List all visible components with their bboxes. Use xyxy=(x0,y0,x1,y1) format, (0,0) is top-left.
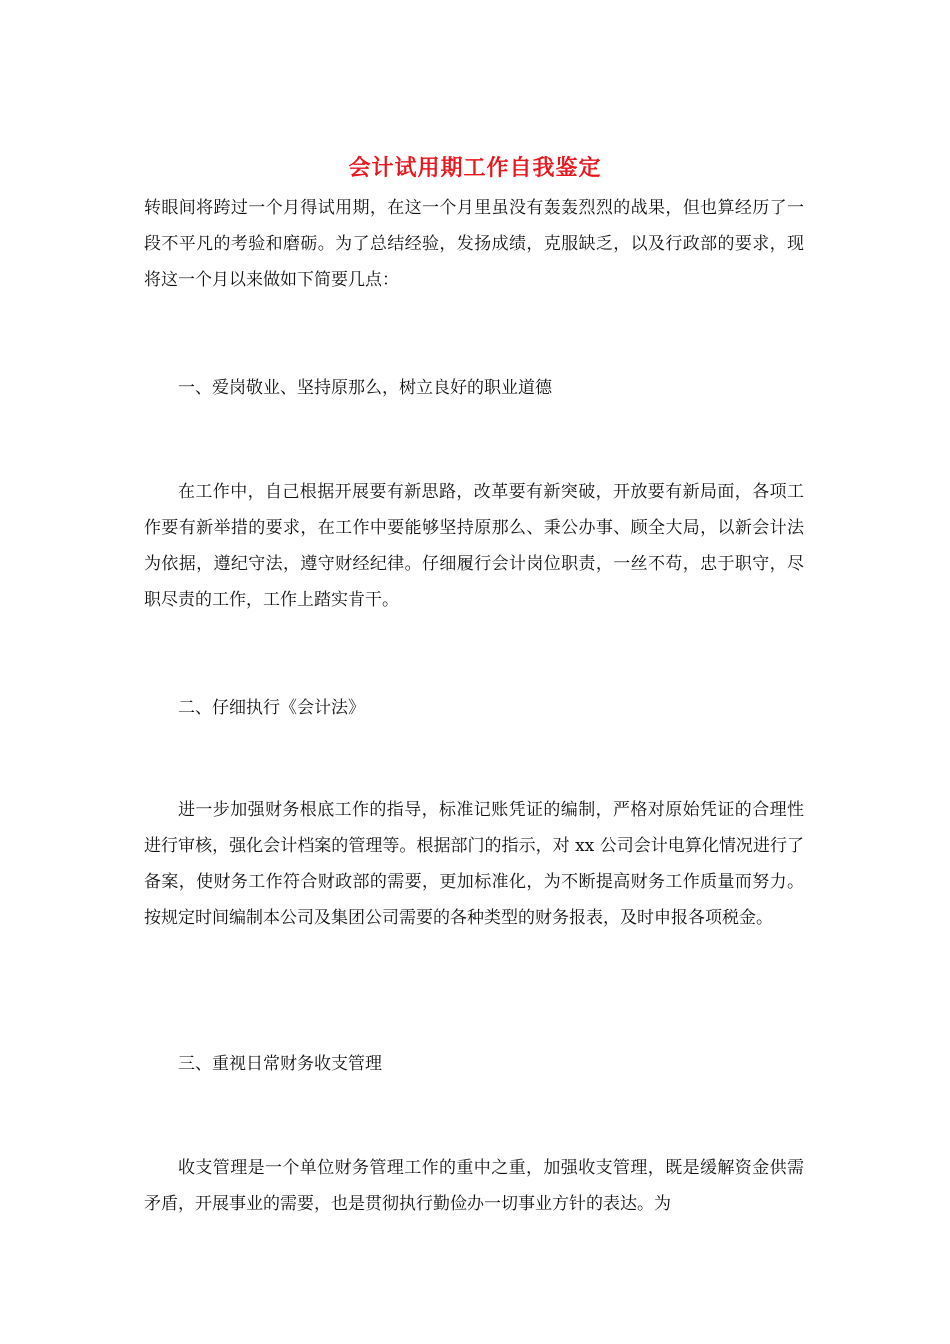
document-title: 会计试用期工作自我鉴定 xyxy=(348,155,602,181)
section-1-heading: 一、爱岗敬业、坚持原那么，树立良好的职业道德 xyxy=(178,378,552,398)
section-1-body: 在工作中，自己根据开展要有新思路，改革要有新突破，开放要有新局面，各项工作要有新举措的要求，在工作中要能够坚持原那么、秉公办事、顾全大局，以新会计法为依据，遵纪守法，遵守财经纪律。仔细履行会计岗位职责，一丝不苟，忠于职守，尽职尽责的工作，工作上踏实肯干。 xyxy=(144,482,804,610)
section-3-heading: 三、重视日常财务收支管理 xyxy=(178,1054,382,1074)
section-2-body: 进一步加强财务根底工作的指导，标准记账凭证的编制，严格对原始凭证的合理性进行审核，强化会计档案的管理等。根据部门的指示，对 xx 公司会计电算化情况进行了备案，使财务工作符合财政部的需要，更加标准化，为不断提高财务工作质量而努力。按规定时间编制本公司及集团公司需要的各种类型的财务报表，及时申报各项税金。 xyxy=(144,800,804,928)
section-2-heading: 二、仔细执行《会计法》 xyxy=(178,698,365,718)
section-3-body: 收支管理是一个单位财务管理工作的重中之重，加强收支管理，既是缓解资金供需矛盾，开展事业的需要，也是贯彻执行勤俭办一切事业方针的表达。为 xyxy=(144,1158,804,1214)
intro-paragraph: 转眼间将跨过一个月得试用期，在这一个月里虽没有轰轰烈烈的战果，但也算经历了一段不平凡的考验和磨砺。为了总结经验，发扬成绩，克服缺乏，以及行政部的要求，现将这一个月以来做如下简要几点： xyxy=(144,198,804,290)
